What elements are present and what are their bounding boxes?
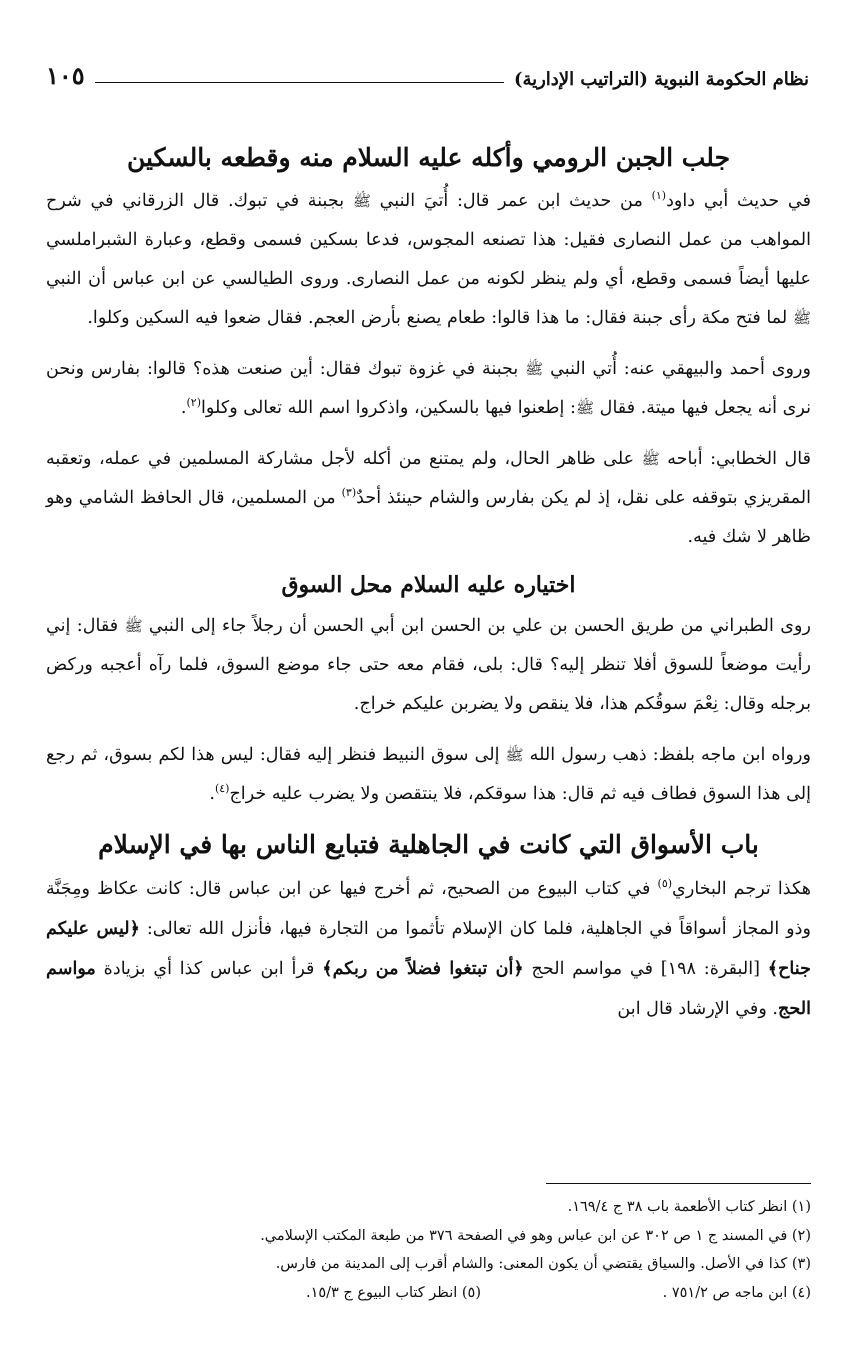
page-number: ١٠٥	[46, 61, 85, 90]
footnote-marker-4[interactable]: (٤)	[214, 782, 230, 796]
text-run: بجبنة في غزوة تبوك فقال: أين صنعت هذه؟ قالوا: بفارس ونحن نرى أنه يجعل فيها ميتة. فقال	[46, 359, 811, 418]
footnote-2: (٢) في المسند ج ١ ص ٣٠٢ عن ابن عباس وهو في الصفحة ٣٧٦ من طبعة المكتب الإسلامي.	[260, 1227, 811, 1244]
salutation-glyph: ﷺ	[792, 309, 811, 327]
text-run: ورواه ابن ماجه بلفظ: ذهب رسول الله	[523, 745, 811, 765]
header-rule	[95, 82, 504, 83]
text-run: هكذا ترجم البخاري	[672, 879, 811, 899]
section-title-cheese: جلب الجبن الرومي وأكله عليه السلام منه وقطعه بالسكين	[126, 143, 731, 172]
text-run: في حديث أبي داود	[666, 191, 812, 211]
text-run: قال الخطابي: أباحه	[659, 449, 811, 469]
paragraph-bukhari	[46, 870, 811, 1029]
running-head	[46, 56, 809, 90]
paragraph-khattabi	[46, 440, 811, 557]
text-run: وروى أحمد والبيهقي عنه: أُتي النبي	[543, 359, 812, 379]
footnote-divider	[546, 1183, 811, 1184]
text-run: بجبنة في تبوك. قال الزرقاني في شرح المواهب من عمل النصارى فقيل: هذا تصنعه المجوس، فدعا بسكين فسمى وقطع، وعبارة الشبراملسي عليها أيضاً فسمى وقطع، أي ولم ينظر لكونه من عمل النصارى. وروى الطيالسي عن ابن عباس أن النبي	[46, 191, 811, 289]
paragraph-tabarani	[46, 607, 811, 724]
salutation-glyph: ﷺ	[525, 360, 544, 378]
salutation-glyph: ﷺ	[641, 450, 660, 468]
text-run: : إطعنوا فيها بالسكين، واذكروا اسم الله تعالى وكلوا	[201, 398, 576, 418]
text-run: إلى سوق النبيط فنظر إليه فقال: ليس هذا لكم بسوق، ثم رجع إلى هذا السوق فطاف فيه ثم قال: هذا سوقكم، فلا ينتقصن ولا يضرب عليه خراج	[46, 745, 811, 804]
text-run: من المسلمين، قال الحافظ الشامي وهو ظاهر لا شك فيه.	[46, 488, 811, 547]
text-run: من حديث ابن عمر قال: أُتيَ النبي	[370, 191, 652, 211]
footnote-row-4-5	[46, 1279, 811, 1308]
paragraph-ibn-majah	[46, 736, 811, 814]
salutation-glyph: ﷺ	[505, 746, 524, 764]
footnote-1: (١) انظر كتاب الأطعمة باب ٣٨ ج ١٦٩/٤.	[567, 1199, 811, 1215]
text-run: لما فتح مكة رأى جبنة فقال: ما هذا قالوا: طعام يصنع بأرض العجم. فقال ضعوا فيه السكين وكلوا.	[87, 308, 793, 328]
text-run: .	[209, 784, 215, 804]
footnote-marker-1[interactable]: (١)	[651, 189, 667, 203]
salutation-glyph: ﷺ	[124, 617, 143, 635]
text-run: . وفي الإرشاد قال ابن	[617, 999, 779, 1019]
paragraph-ahmad-bayhaqi	[46, 350, 811, 428]
footnote-5: (٥) انظر كتاب البيوع ج ١٥/٣.	[305, 1284, 481, 1301]
footnote-marker-3[interactable]: (٣)	[341, 486, 357, 500]
text-run: فقال: إني رأيت موضعاً للسوق أفلا تنظر إليه؟ قال: بلى، فقام معه حتى جاء موضع السوق، فلما رآه أعجبه وركض برجله وقال: نِعْمَ سوقُكم هذا، فلا ينقص ولا يضربن عليكم خراج.	[46, 616, 811, 714]
footnote-marker-2[interactable]: (٢)	[186, 396, 202, 410]
section-title-market: اختياره عليه السلام محل السوق	[281, 572, 576, 598]
quran-quote: ﴿ليس عليكم جناح﴾	[46, 918, 811, 979]
footnote-marker-5[interactable]: (٥)	[657, 877, 673, 891]
text-run: .	[180, 398, 187, 418]
book-title: نظام الحكومة النبوية (التراتيب الإدارية)	[513, 69, 809, 90]
footnotes	[46, 1193, 811, 1307]
salutation-glyph: ﷺ	[575, 399, 595, 417]
text-run: في كتاب البيوع من الصحيح، ثم أخرج فيها عن ابن عباس قال: كانت عكاظ ومِجَنَّة وذو المجاز أسواقاً في الجاهلية، فلما كان الإسلام تأثموا من التجارة فيها، فأنزل الله تعالى:	[46, 879, 811, 939]
paragraph-abu-dawud	[46, 182, 811, 338]
footnote-3: (٣) كذا في الأصل. والسياق يقتضي أن يكون المعنى: والشام أقرب إلى المدينة من فارس.	[275, 1256, 811, 1272]
text-run: [البقرة: ١٩٨] في مواسم الحج	[523, 959, 768, 979]
salutation-glyph: ﷺ	[352, 192, 371, 210]
text-run: على ظاهر الحال، ولم يمتنع من أكله لأجل مشاركة المسلمين في عمله، وتعقبه المقريزي بتوقفه على نقل، إذ لم يكن بفارس والشام حينئذ أحدٌ	[46, 449, 811, 508]
main-text	[46, 134, 811, 1041]
text-run: قرأ ابن عباس كذا أي بزيادة	[95, 959, 323, 979]
emphasis-text: مواسم الحج	[46, 958, 811, 1019]
quran-quote: ﴿أن تبتغوا فضلاً من ربكم﴾	[322, 958, 524, 979]
footnote-4: (٤) ابن ماجه ص ٧٥١/٢ .	[662, 1284, 811, 1301]
text-run: روى الطبراني من طريق الحسن بن علي بن الحسن ابن أبي الحسن أن رجلاً جاء إلى النبي	[142, 616, 811, 636]
section-title-jahiliyya-markets: باب الأسواق التي كانت في الجاهلية فتبايع الناس بها في الإسلام	[98, 830, 759, 859]
